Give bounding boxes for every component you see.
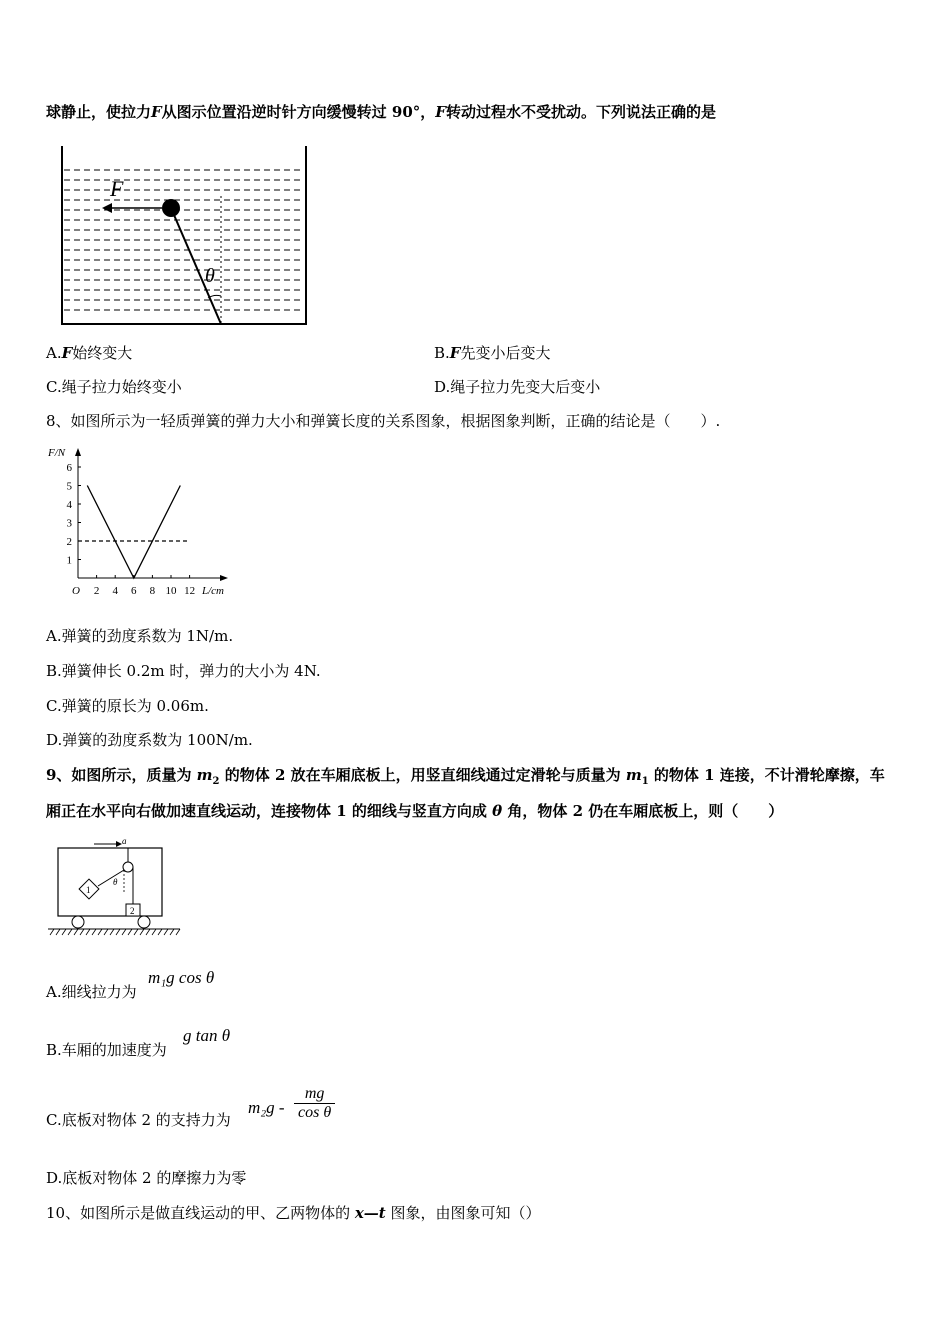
fraction-numerator: mg <box>294 1085 335 1104</box>
q7-option-d: D.绳子拉力先变大后变小 <box>434 378 601 396</box>
q9-option-c-fraction <box>294 1085 335 1122</box>
cart-body <box>58 848 162 916</box>
block-2-label: 2 <box>130 906 135 916</box>
x-tick-label: 8 <box>149 585 156 597</box>
fraction-denominator: cos θ <box>298 1104 332 1121</box>
x-tick-label: 2 <box>93 585 100 597</box>
fig-theta-label: θ <box>205 265 215 287</box>
y-tick-label: 2 <box>66 536 72 548</box>
ball <box>162 199 180 217</box>
q9-stem-line2: 厢正在水平向右做加速直线运动，连接物体 1 的细线与竖直方向成 θ 角，物体 2 仍在车厢底板上，则（ ） <box>46 802 784 820</box>
q8-option-d: D.弹簧的劲度系数为 100N/m. <box>46 731 253 749</box>
q7-option-a: A.F始终变大 <box>46 344 133 362</box>
q9-option-d: D.底板对物体 2 的摩擦力为零 <box>46 1169 247 1187</box>
q9-figure <box>46 834 186 942</box>
q9-option-a: A.细线拉力为 <box>46 983 137 1001</box>
wheel-right <box>138 916 150 928</box>
pulley <box>123 862 133 872</box>
fig-theta-label: θ <box>113 877 118 887</box>
y-tick-label: 1 <box>66 554 72 567</box>
x-tick-label: 12 <box>184 585 196 597</box>
y-tick-label: 3 <box>66 517 72 530</box>
q8-stem: 8、如图所示为一轻质弹簧的弹力大小和弹簧长度的关系图象，根据图象判断，正确的结论是（ ）. <box>46 412 721 430</box>
string-to-block1 <box>98 870 124 886</box>
y-tick-label: 6 <box>66 462 72 474</box>
x-axis-arrow <box>220 575 228 581</box>
y-axis-label: F/N <box>48 447 66 459</box>
q9-option-b: B.车厢的加速度为 <box>46 1041 167 1059</box>
q7-stem: 球静止，使拉力F从图示位置沿逆时针方向缓慢转过 90°，F转动过程水不受扰动。下列说法正确的是 <box>46 103 716 121</box>
y-axis-arrow <box>75 448 81 456</box>
q8-option-c: C.弹簧的原长为 0.06m. <box>46 697 209 715</box>
q9-stem-line1: 9、如图所示，质量为 $m_2$ 的物体 2 放在车厢底板上，用竖直细线通过定滑轮与质量为 $m_1$ 的物体 1 连接，不计滑轮摩擦，车 <box>46 766 885 787</box>
q9-option-a-math: m₁g cos θ <box>148 968 215 987</box>
x-axis-label: L/cm <box>202 585 224 597</box>
water-dashes <box>64 170 302 310</box>
q7-option-c: C.绳子拉力始终变小 <box>46 378 182 396</box>
series-line <box>87 486 180 579</box>
origin-label: O <box>72 585 80 597</box>
q9-option-b-math: g tan θ <box>183 1026 231 1045</box>
x-tick-label: 6 <box>131 585 137 597</box>
y-tick-label: 5 <box>66 480 72 493</box>
fig-F-label: F <box>110 176 124 201</box>
x-tick-label: 10 <box>165 585 177 597</box>
tank-walls <box>62 146 306 324</box>
q8-option-a: A.弹簧的劲度系数为 1N/m. <box>46 627 234 645</box>
q10-stem: 10、如图所示是做直线运动的甲、乙两物体的 x—t 图象，由图象可知（） <box>46 1204 541 1222</box>
ground-hatch <box>50 929 180 935</box>
q8-option-b: B.弹簧伸长 0.2m 时，弹力的大小为 4N. <box>46 662 321 680</box>
wheel-left <box>72 916 84 928</box>
y-tick-label: 4 <box>66 499 72 511</box>
q9-option-c: C.底板对物体 2 的支持力为 <box>46 1111 231 1129</box>
q7-option-b: B.F先变小后变大 <box>434 344 551 362</box>
q8-chart <box>44 442 244 602</box>
x-tick-label: 4 <box>112 585 118 597</box>
q9-option-c-math: m₂g - <box>248 1098 285 1117</box>
block-1-label: 1 <box>86 885 91 895</box>
q7-figure <box>56 140 316 335</box>
arrow-head <box>102 203 112 213</box>
fig-a-label: a <box>122 836 127 846</box>
